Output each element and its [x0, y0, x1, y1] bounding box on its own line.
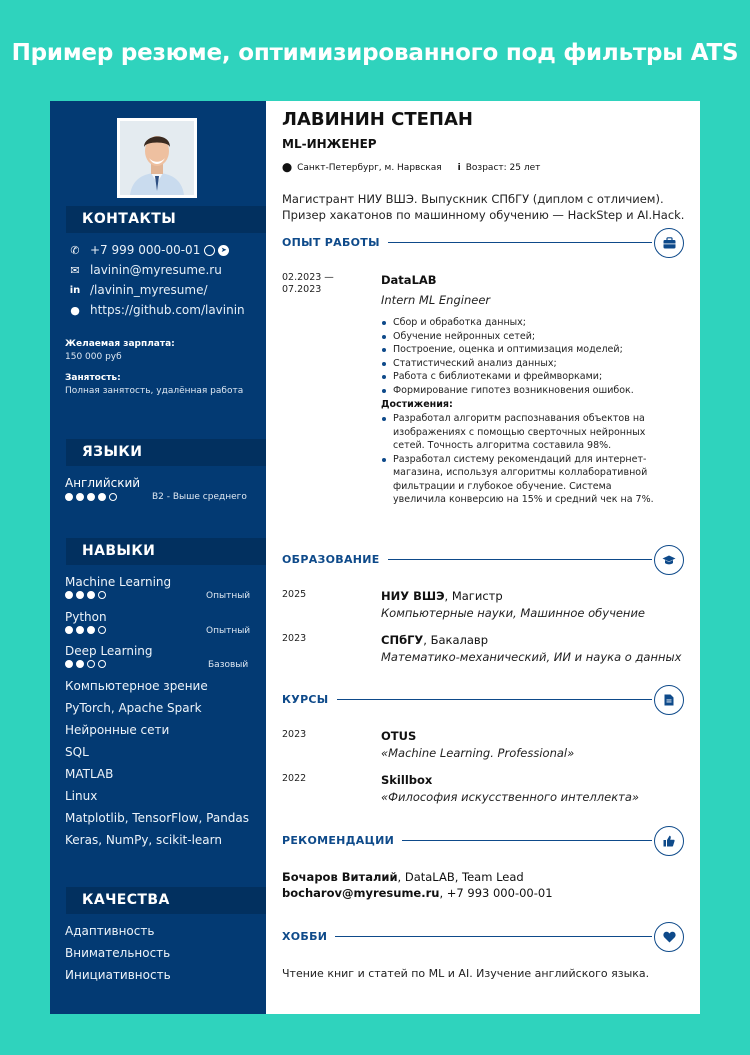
section-courses [282, 685, 684, 715]
course-year: 2022 [282, 773, 307, 784]
skill-item: Нейронные сети [65, 723, 170, 737]
salary-value: 150 000 руб [65, 352, 122, 362]
resume-sheet [50, 101, 700, 1014]
skill-level: Базовый [208, 660, 249, 670]
location-pin-icon: ⬤ [282, 163, 293, 173]
phone-icon: ✆ [70, 243, 80, 257]
email-row [68, 263, 222, 277]
skill-level: Опытный [206, 626, 251, 636]
section-divider [282, 699, 652, 700]
level-dot-empty [87, 660, 95, 668]
skill-dots [65, 626, 106, 634]
list-item: Статистический анализ данных; [381, 357, 671, 371]
quality-item: Адаптивность [65, 924, 155, 938]
recommender-line: Бочаров Виталий, DataLAB, Team Lead [282, 870, 524, 884]
level-dot-filled [65, 493, 73, 501]
salary-label: Желаемая зарплата: [65, 339, 175, 349]
level-dot-filled [76, 660, 84, 668]
heart-icon [654, 922, 684, 952]
graduation-cap-icon [654, 545, 684, 575]
sidebar [50, 101, 266, 1014]
section-experience [282, 228, 684, 258]
level-dot-filled [87, 591, 95, 599]
list-item: Обучение нейронных сетей; [381, 330, 671, 344]
skill-item: Matplotlib, TensorFlow, Pandas [65, 811, 250, 825]
linkedin-icon: in [69, 284, 81, 296]
achievements-list [381, 412, 659, 507]
education-year: 2025 [282, 589, 307, 600]
level-dot-filled [98, 493, 106, 501]
level-dot-empty [98, 626, 106, 634]
section-education [282, 545, 684, 575]
level-dot-filled [65, 626, 73, 634]
quality-item: Внимательность [65, 946, 171, 960]
linkedin-text[interactable]: /lavinin_myresume/ [90, 283, 208, 297]
document-icon [654, 685, 684, 715]
language-name: Английский [65, 476, 141, 490]
course-org: Skillbox [381, 773, 433, 787]
skill-level: Опытный [206, 591, 251, 601]
section-title: ОПЫТ РАБОТЫ [282, 236, 388, 249]
info-icon: i [457, 163, 461, 173]
candidate-role: ML-ИНЖЕНЕР [282, 137, 377, 151]
level-dot-empty [98, 660, 106, 668]
achievements-label: Достижения: [381, 399, 453, 410]
skill-name: Machine Learning [65, 575, 172, 589]
experience-position: Intern ML Engineer [381, 293, 491, 307]
skills-heading: НАВЫКИ [66, 538, 266, 565]
linkedin-row [68, 283, 208, 297]
level-dot-filled [76, 493, 84, 501]
banner-title: Пример резюме, оптимизированного под фильтры ATS [11, 40, 739, 66]
languages-heading: ЯЗЫКИ [66, 439, 266, 466]
language-level: B2 - Выше среднего [152, 492, 247, 502]
candidate-name: ЛАВИНИН СТЕПАН [282, 109, 473, 130]
skill-dots [65, 591, 106, 599]
level-dot-empty [109, 493, 117, 501]
envelope-icon: ✉ [70, 263, 80, 277]
thumbs-up-icon [654, 826, 684, 856]
level-dot-filled [76, 591, 84, 599]
recommender-contact: bocharov@myresume.ru, +7 993 000-00-01 [282, 886, 553, 900]
experience-company: DataLAB [381, 273, 437, 287]
course-year: 2023 [282, 729, 307, 740]
github-icon: ● [70, 303, 80, 317]
email-text[interactable]: lavinin@myresume.ru [90, 263, 222, 277]
skill-name: Deep Learning [65, 644, 153, 658]
intro-text: Магистрант НИУ ВШЭ. Выпускник СПбГУ (диплом с отличием). Призер хакатонов по машинному обучению — HackStep и AI.Hack. [282, 192, 685, 222]
briefcase-icon [654, 228, 684, 258]
course-org: OTUS [381, 729, 417, 743]
skill-item: Keras, NumPy, scikit-learn [65, 833, 222, 847]
age-text: Возраст: 25 лет [465, 163, 541, 173]
telegram-icon[interactable]: ➤ [218, 245, 229, 256]
skill-item: SQL [65, 745, 89, 759]
employment-value: Полная занятость, удалённая работа [65, 386, 244, 396]
skill-name: Python [65, 610, 107, 624]
list-item: Разработал алгоритм распознавания объектов на изображениях с помощью сверточных нейронных сетей. Точность алгоритма составила 98%. [381, 412, 659, 453]
main-column [266, 101, 700, 1014]
section-divider [282, 936, 652, 937]
quality-item: Инициативность [65, 968, 171, 982]
course-name: «Machine Learning. Professional» [381, 746, 575, 760]
list-item: Работа с библиотеками и фреймворками; [381, 370, 671, 384]
github-row [68, 303, 245, 317]
education-field: Компьютерные науки, Машинное обучение [381, 606, 646, 620]
contacts-heading: КОНТАКТЫ [66, 206, 266, 233]
whatsapp-icon[interactable] [204, 245, 215, 256]
list-item: Построение, оценка и оптимизация моделей; [381, 343, 671, 357]
list-item: Разработал систему рекомендаций для интернет-магазина, используя алгоритмы коллаборативной фильтрации и глубокое обучение. Система увеличила конверсию на 15% и средний чек на 7%. [381, 453, 659, 507]
github-text[interactable]: https://github.com/lavinin [90, 303, 245, 317]
education-year: 2023 [282, 633, 307, 644]
employment-label: Занятость: [65, 373, 121, 383]
course-name: «Философия искусственного интеллекта» [381, 790, 639, 804]
phone-row [68, 243, 229, 257]
level-dot-filled [65, 591, 73, 599]
section-title: КУРСЫ [282, 693, 337, 706]
avatar [117, 118, 197, 198]
skill-item: MATLAB [65, 767, 114, 781]
section-hobby [282, 922, 684, 952]
language-dots [65, 493, 117, 501]
duties-list [381, 316, 671, 397]
education-school: НИУ ВШЭ, Магистр [381, 589, 503, 603]
skill-item: PyTorch, Apache Spark [65, 701, 202, 715]
phone-text[interactable]: +7 999 000-00-01 [90, 243, 201, 257]
section-recommendations [282, 826, 684, 856]
skill-item: Компьютерное зрение [65, 679, 208, 693]
education-field: Математико-механический, ИИ и наука о данных [381, 650, 682, 664]
hobby-text: Чтение книг и статей по ML и AI. Изучение английского языка. [282, 967, 650, 980]
education-school: СПбГУ, Бакалавр [381, 633, 489, 647]
skill-item: Linux [65, 789, 98, 803]
skill-dots [65, 660, 106, 668]
section-title: РЕКОМЕНДАЦИИ [282, 834, 402, 847]
qualities-heading: КАЧЕСТВА [66, 887, 266, 914]
section-title: ХОББИ [282, 930, 335, 943]
meta-row [282, 163, 540, 173]
location-text: Санкт-Петербург, м. Нарвская [297, 163, 442, 173]
level-dot-filled [65, 660, 73, 668]
list-item: Сбор и обработка данных; [381, 316, 671, 330]
level-dot-empty [98, 591, 106, 599]
section-title: ОБРАЗОВАНИЕ [282, 553, 388, 566]
level-dot-filled [87, 626, 95, 634]
level-dot-filled [87, 493, 95, 501]
level-dot-filled [76, 626, 84, 634]
experience-dates: 02.2023 — 07.2023 [282, 272, 334, 295]
list-item: Формирование гипотез возникновения ошибок. [381, 384, 671, 398]
